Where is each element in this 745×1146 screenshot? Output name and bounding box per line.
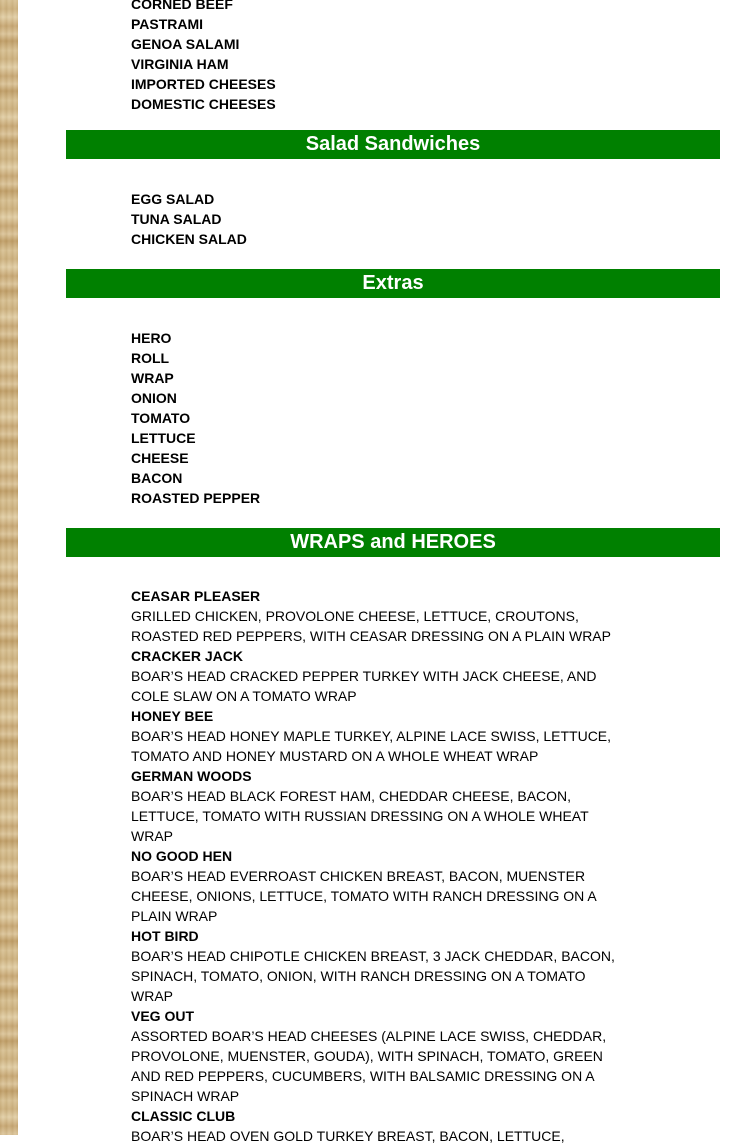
list-item: DOMESTIC CHEESES (131, 96, 276, 112)
list-item: LETTUCE (131, 430, 196, 446)
wrap-name: HOT BIRD (131, 928, 199, 944)
wrap-name: CLASSIC CLUB (131, 1108, 236, 1124)
extras-list (131, 328, 621, 508)
wrap-description: BOAR’S HEAD BLACK FOREST HAM, CHEDDAR CHEESE, BACON, LETTUCE, TOMATO WITH RUSSIAN DRESSING ON A WHOLE WHEAT WRAP (131, 788, 589, 844)
list-item: TOMATO (131, 410, 191, 426)
section-header-salad: Salad Sandwiches (66, 130, 720, 159)
list-item: EGG SALAD (131, 191, 215, 207)
wrap-description: BOAR’S HEAD CRACKED PEPPER TURKEY WITH JACK CHEESE, AND COLE SLAW ON A TOMATO WRAP (131, 668, 597, 704)
wraps-list (131, 586, 621, 1146)
list-item: ROASTED PEPPER (131, 490, 261, 506)
wrap-name: CRACKER JACK (131, 648, 244, 664)
list-item: WRAP (131, 370, 174, 386)
meats-list (131, 0, 621, 114)
wrap-name: VEG OUT (131, 1008, 195, 1024)
list-item: TUNA SALAD (131, 211, 222, 227)
list-item: CHEESE (131, 450, 189, 466)
wrap-name: HONEY BEE (131, 708, 214, 724)
list-item: ROLL (131, 350, 170, 366)
list-item: HERO (131, 330, 172, 346)
wrap-description: BOAR’S HEAD OVEN GOLD TURKEY BREAST, BACON, LETTUCE, (131, 1128, 565, 1144)
wrap-name: GERMAN WOODS (131, 768, 252, 784)
section-header-extras: Extras (66, 269, 720, 298)
wrap-name: NO GOOD HEN (131, 848, 233, 864)
salad-list (131, 189, 621, 249)
wrap-name: CEASAR PLEASER (131, 588, 261, 604)
wrap-description: ASSORTED BOAR’S HEAD CHEESES (ALPINE LACE SWISS, CHEDDAR, PROVOLONE, MUENSTER, GOUDA), WITH SPINACH, TOMATO, GREEN AND RED PEPPERS, CUCUMBERS, WITH BALSAMIC DRESSING ON A SPINACH WRAP (131, 1028, 607, 1104)
list-item: ONION (131, 390, 177, 406)
list-item: IMPORTED CHEESES (131, 76, 276, 92)
wrap-description: BOAR’S HEAD EVERROAST CHICKEN BREAST, BACON, MUENSTER CHEESE, ONIONS, LETTUCE, TOMATO WITH RANCH DRESSING ON A PLAIN WRAP (131, 868, 596, 924)
list-item: CORNED BEEF (131, 0, 233, 12)
wrap-description: BOAR’S HEAD CHIPOTLE CHICKEN BREAST, 3 JACK CHEDDAR, BACON, SPINACH, TOMATO, ONION, WITH RANCH DRESSING ON A TOMATO WRAP (131, 948, 615, 1004)
wrap-description: BOAR’S HEAD HONEY MAPLE TURKEY, ALPINE LACE SWISS, LETTUCE, TOMATO AND HONEY MUSTARD ON A WHOLE WHEAT WRAP (131, 728, 612, 764)
list-item: CHICKEN SALAD (131, 231, 247, 247)
wrap-description: GRILLED CHICKEN, PROVOLONE CHEESE, LETTUCE, CROUTONS, ROASTED RED PEPPERS, WITH CEASAR DRESSING ON A PLAIN WRAP (131, 608, 611, 644)
list-item: PASTRAMI (131, 16, 204, 32)
list-item: BACON (131, 470, 183, 486)
list-item: VIRGINIA HAM (131, 56, 229, 72)
list-item: GENOA SALAMI (131, 36, 240, 52)
section-header-wraps: WRAPS and HEROES (66, 528, 720, 557)
